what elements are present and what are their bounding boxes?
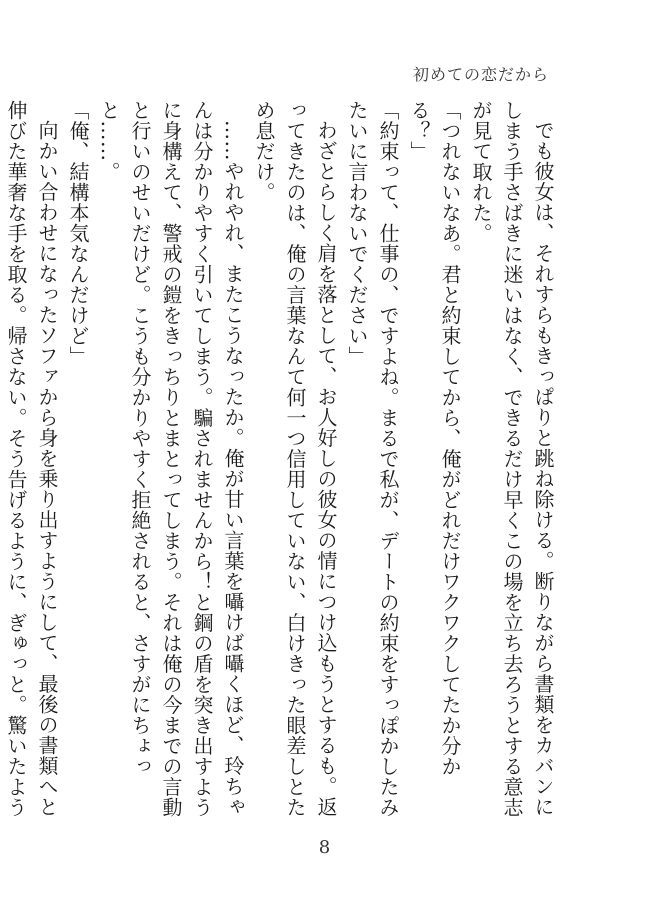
running-header-title: 初めての恋だから — [412, 65, 549, 84]
page-number: 8 — [318, 837, 331, 858]
paragraph: わざとらしく肩を落として、お人好しの彼女の情につけ込もうとするも。返ってきたのは、俺の言葉なんて何一つ信用していない、白けきった眼差しとため息だけ。 — [252, 100, 338, 818]
paragraph: 向かい合わせになったソファから身を乗り出すようにして、最後の書類へと伸びた華奢な手を取る。帰さない。そう告げるように、ぎゅっと。驚いたよう — [4, 100, 59, 818]
paragraph: ……やれやれ、またこうなったか。俺が甘い言葉を囁けば囁くほど、玲ちゃんは分かりやすく引いてしまう。騙されませんから！と鋼の盾を突き出すように身構えて、警戒の鎧をきっちりとまとってしまう。それは俺の今までの言動と行いのせいだけど。こうも分かりやすく拒絶されると、さすがにちょっと……。 — [97, 100, 245, 818]
paragraph: 「つれないなあ。君と約束してから、俺がどれだけワクワクしてたか分かる？」 — [407, 100, 462, 777]
paragraph: でも彼女は、それすらもきっぱりと跳ね除ける。断りながら書類をカバンにしまう手さばきに迷いはなく、できるだけ早くこの場を立ち去ろうとする意志が見て取れた。 — [469, 100, 555, 818]
paragraph: 「俺、結構本気なんだけど」 — [66, 100, 90, 367]
paragraph: 「約束って、仕事の、ですよね。まるで私が、デートの約束をすっぽかしたみたいに言わないでください」 — [345, 100, 400, 818]
body-text — [4, 100, 558, 820]
